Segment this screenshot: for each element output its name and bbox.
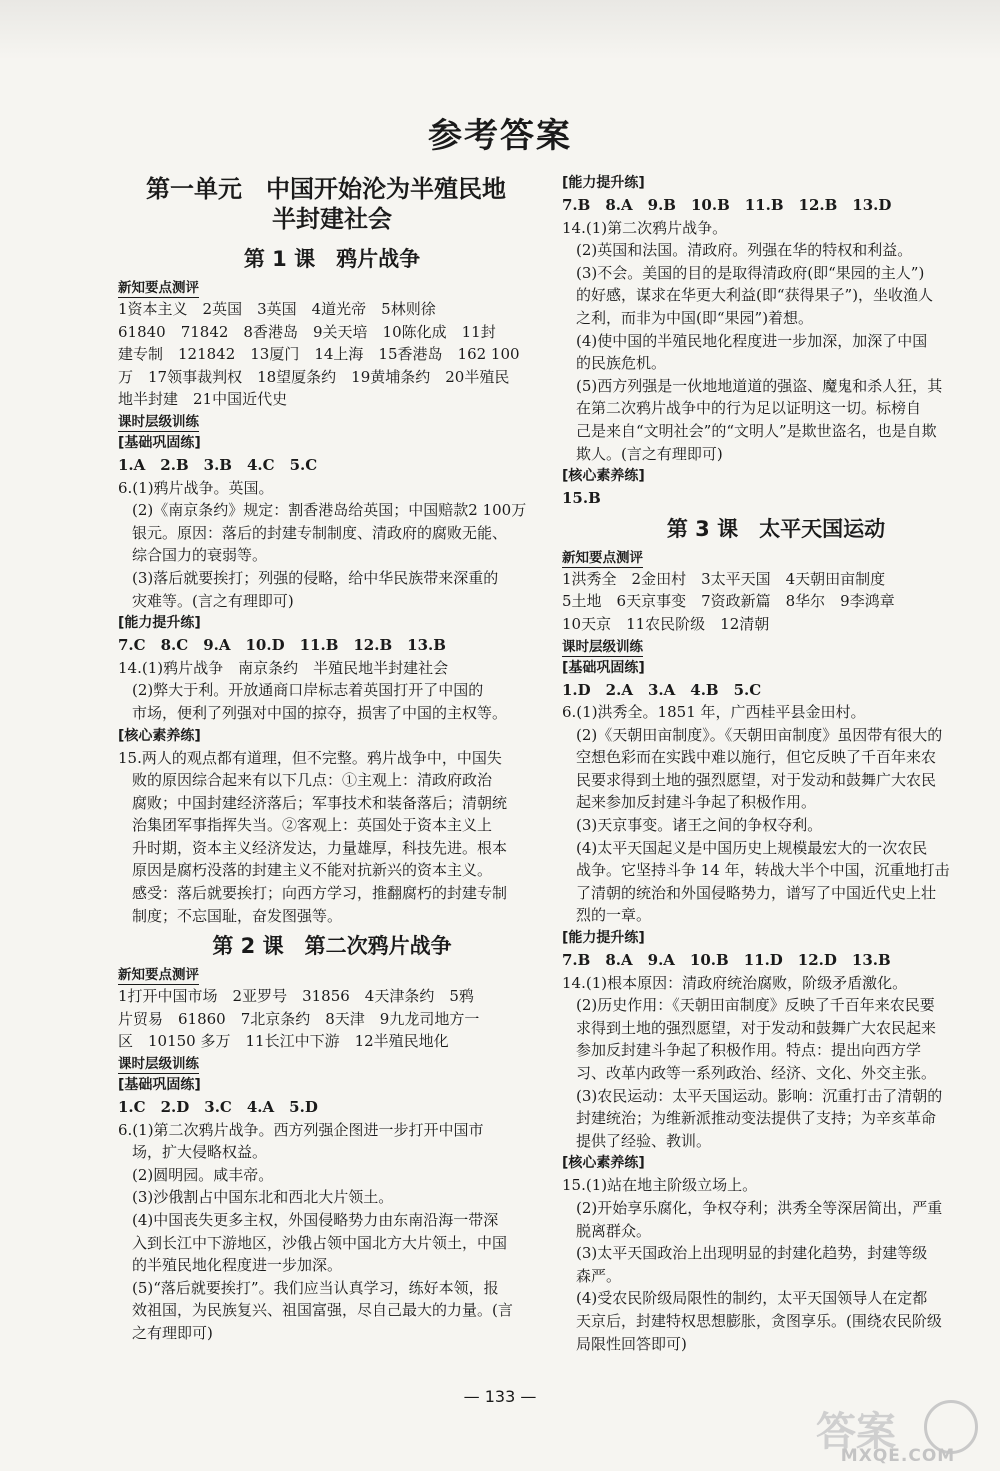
answer-line: (4)太平天国起义是中国历史上规模最宏大的一次农民 <box>576 838 928 857</box>
answer-line: 升时期，资本主义经济发达，力量雄厚，科技先进。根本 <box>132 838 508 857</box>
answer-line: 效祖国，为民族复兴、祖国富强，尽自己最大的力量。(言 <box>132 1301 513 1320</box>
section-heading-text: 课时层级训练 <box>118 413 199 430</box>
answer-line: 腐败；中国封建经济落后；军事技术和装备落后；清朝统 <box>132 793 508 812</box>
answer-line: (2)弊大于利。开放通商口岸标志着英国打开了中国的 <box>132 681 484 700</box>
left-column <box>118 172 546 1345</box>
answer-line: 5土地 6天京事变 7资政新篇 8华尔 9李鸿章 <box>562 592 895 611</box>
subsection-heading: [核心素养练] <box>562 468 645 485</box>
lesson-2-title: 第 2 课 第二次鸦片战争 <box>212 934 452 959</box>
unit-title-line-1: 第一单元 中国开始沦为半殖民地 <box>146 175 506 203</box>
unit-title-line-2: 半封建社会 <box>272 205 392 233</box>
answer-line: 的民族危机。 <box>576 354 667 373</box>
watermark-site: MXQE.COM <box>840 1446 956 1466</box>
question-6-answer <box>118 477 546 613</box>
answer-line: 原因是腐朽没落的封建主义不能对抗新兴的资本主义。 <box>132 861 493 880</box>
answer-line: 市场，便利了列强对中国的掠夺，损害了中国的主权等。 <box>132 703 508 722</box>
subsection-heading: [核心素养练] <box>118 727 201 744</box>
question-6-answer <box>562 701 990 927</box>
answer-line: (5)“落后就要挨打”。我们应当认真学习，练好本领，报 <box>132 1278 499 1297</box>
answer-line: (3)落后就要挨打；列强的侵略，给中华民族带来深重的 <box>132 568 499 587</box>
mc-answers: 15.B <box>562 489 601 508</box>
lesson-1-title: 第 1 课 鸦片战争 <box>243 247 421 271</box>
subsection-heading: [能力提升练] <box>562 175 645 191</box>
answer-line: 在第二次鸦片战争中的行为足以证明这一切。标榜自 <box>576 399 922 418</box>
answer-line: 建专制 121842 13厦门 14上海 15香港岛 162 100 <box>118 345 520 364</box>
section-heading-text: 新知要点测评 <box>562 549 643 566</box>
answer-line: 烈的一章。 <box>576 906 652 925</box>
lesson-3-key-points <box>562 568 990 636</box>
subsection-heading: [基础巩固练] <box>118 1077 201 1094</box>
answer-line: 1洪秀全 2金田村 3太平天国 4天朝田亩制度 <box>562 569 886 588</box>
answer-line: 之有理即可) <box>132 1323 213 1342</box>
answer-line: 己是来自“文明社会”的“文明人”是欺世盗名，也是自欺 <box>576 421 937 440</box>
question-15-answer <box>562 1174 990 1355</box>
lesson-1-key-points <box>118 298 546 411</box>
answer-line: 脱离群众。 <box>576 1221 652 1240</box>
answer-line: 感受：落后就要挨打；向西方学习，推翻腐朽的封建专制 <box>132 884 508 903</box>
unit-title <box>118 174 546 234</box>
answer-line: 局限性回答即可) <box>576 1334 687 1353</box>
answer-line: 14.(1)鸦片战争 南京条约 半殖民地半封建社会 <box>118 658 449 677</box>
answer-line: (4)受农民阶级局限性的制约，太平天国领导人在定都 <box>576 1289 928 1308</box>
answer-line: 治集团军事指挥失当。②客观上：英国处于资本主义上 <box>132 816 493 835</box>
section-heading-text: 新知要点测评 <box>118 967 199 984</box>
mc-answers: 1.A 2.B 3.B 4.C 5.C <box>118 455 318 474</box>
question-14-answer <box>562 972 990 1153</box>
section-heading-text: 课时层级训练 <box>118 1056 199 1073</box>
right-column <box>562 172 990 1355</box>
mc-answers: 1.C 2.D 3.C 4.A 5.D <box>118 1098 318 1117</box>
answer-line: 15.两人的观点都有道理，但不完整。鸦片战争中，中国失 <box>118 748 502 767</box>
mc-answers: 7.B 8.A 9.B 10.B 11.B 12.B 13.D <box>562 196 892 214</box>
answer-line: 61840 71842 8香港岛 9关天培 10陈化成 11封 <box>118 322 496 341</box>
answer-line: 15.(1)站在地主阶级立场上。 <box>562 1176 758 1195</box>
subsection-heading: [能力提升练] <box>562 930 645 947</box>
section-heading <box>118 965 546 985</box>
page-title: 参考答案 <box>428 116 572 156</box>
section-heading <box>562 637 990 657</box>
answer-line: 空想色彩而在实践中难以施行，但它反映了千百年来农 <box>576 748 937 767</box>
answer-line: 片贸易 61860 7北京条约 8天津 9九龙司地方一 <box>118 1009 480 1028</box>
page-top-shadow <box>0 0 1000 60</box>
subsection-heading: [能力提升练] <box>118 615 201 632</box>
mc-answers: 7.C 8.C 9.A 10.D 11.B 12.B 13.B <box>118 636 446 655</box>
question-15-answer <box>118 747 546 928</box>
answer-line: 提供了经验、教训。 <box>576 1131 712 1150</box>
answer-line: (2)圆明园。咸丰帝。 <box>132 1165 274 1184</box>
answer-line: (3)天京事变。诸王之间的争权夺利。 <box>576 816 823 835</box>
answer-line: 求得到土地的强烈愿望，对于发动和鼓舞广大农民起来 <box>576 1018 937 1037</box>
answer-line: 入到长江中下游地区，沙俄占领中国北方大片领土，中国 <box>132 1233 508 1252</box>
answer-line: 14.(1)根本原因：清政府统治腐败，阶级矛盾激化。 <box>562 973 908 992</box>
answer-line: 场，扩大侵略权益。 <box>132 1143 268 1162</box>
answer-line: 战争。它坚持斗争 14 年，转战大半个中国，沉重地打击 <box>576 861 950 880</box>
answer-line: (2)《天朝田亩制度》。《天朝田亩制度》虽因带有很大的 <box>576 725 943 744</box>
answer-line: 封建统治；为维新派推动变法提供了支持；为辛亥革命 <box>576 1109 937 1128</box>
answer-line: (2)英国和法国。清政府。列强在华的特权和利益。 <box>576 241 913 260</box>
question-6-answer <box>118 1119 546 1345</box>
answer-line: 起来参加反封建斗争起了积极作用。 <box>576 793 817 812</box>
answer-line: 习、改革内政等一系列政治、经济、文化、外交主张。 <box>576 1064 937 1082</box>
watermark-logo <box>808 1398 988 1464</box>
answer-line: 之利，而非为中国(即“果园”)着想。 <box>576 308 814 327</box>
answer-line: 民要求得到土地的强烈愿望，对于发动和鼓舞广大农民 <box>576 770 937 789</box>
answer-line: 欺人。(言之有理即可) <box>576 444 723 463</box>
section-heading <box>118 1054 546 1074</box>
answer-line: 的好感，谋求在华更大利益(即“获得果子”)，坐收渔人 <box>576 286 934 305</box>
answer-line: 天京后，封建特权思想膨胀，贪图享乐。(围绕农民阶级 <box>576 1311 942 1330</box>
answer-line: 了清朝的统治和外国侵略势力，谱写了中国近代史上壮 <box>576 883 937 902</box>
mc-answers: 7.B 8.A 9.A 10.B 11.D 12.D 13.B <box>562 951 891 970</box>
answer-line: (4)中国丧失更多主权，外国侵略势力由东南沿海一带深 <box>132 1211 499 1229</box>
page-number: — 133 — <box>463 1387 537 1406</box>
answer-line: 10天京 11农民阶级 12清朝 <box>562 614 770 633</box>
answer-line: (5)西方列强是一伙地地道道的强盗、魔鬼和杀人狂，其 <box>576 376 943 395</box>
lesson-2-key-points <box>118 985 546 1053</box>
answer-line: 综合国力的衰弱等。 <box>132 546 268 565</box>
answer-line: 区 10150 多万 11长江中下游 12半殖民地化 <box>118 1032 449 1051</box>
question-14-answer <box>562 217 990 466</box>
answer-line: 1打开中国市场 2亚罗号 31856 4天津条约 5鸦 <box>118 987 474 1006</box>
answer-line: (2)开始享乐腐化，争权夺利；洪秀全等深居简出，严重 <box>576 1198 943 1217</box>
answer-line: 万 17领事裁判权 18望厦条约 19黄埔条约 20半殖民 <box>118 367 510 386</box>
answer-line: 银元。原因：落后的封建专制制度、清政府的腐败无能、 <box>132 523 508 542</box>
question-14-answer <box>118 657 546 725</box>
answer-line: 6.(1)鸦片战争。英国。 <box>118 478 274 497</box>
answer-line: 14.(1)第二次鸦片战争。 <box>562 218 728 237</box>
answer-line: 6.(1)洪秀全。1851 年，广西桂平县金田村。 <box>562 703 866 722</box>
watermark-chars: 答案 <box>816 1409 896 1455</box>
answer-line: 地半封建 21中国近代史 <box>118 390 288 409</box>
subsection-heading: [基础巩固练] <box>118 434 201 451</box>
answer-line: (4)使中国的半殖民地化程度进一步加深，加深了中国 <box>576 331 928 350</box>
section-heading-text: 课时层级训练 <box>562 638 643 655</box>
answer-line: (3)农民运动：太平天国运动。影响：沉重打击了清朝的 <box>576 1086 943 1105</box>
answer-line: 的半殖民地化程度进一步加深。 <box>132 1256 343 1275</box>
answer-line: 败的原因综合起来有以下几点：①主观上：清政府政治 <box>132 771 493 790</box>
answer-line: (3)太平天国政治上出现明显的封建化趋势，封建等级 <box>576 1244 928 1263</box>
answer-line: (3)不会。美国的目的是取得清政府(即“果园的主人”) <box>576 263 925 282</box>
section-heading <box>118 278 546 298</box>
lesson-3-title: 第 3 课 太平天国运动 <box>666 516 886 541</box>
subsection-heading: [核心素养练] <box>562 1155 645 1172</box>
section-heading-text: 新知要点测评 <box>118 280 199 296</box>
mc-answers: 1.D 2.A 3.A 4.B 5.C <box>562 680 762 699</box>
answer-line: 1资本主义 2英国 3英国 4道光帝 5林则徐 <box>118 300 436 318</box>
answer-line: (2)《南京条约》规定：割香港岛给英国；中国赔款2 100万 <box>132 501 527 520</box>
answer-line: (3)沙俄割占中国东北和西北大片领土。 <box>132 1188 394 1207</box>
section-heading <box>118 412 546 432</box>
subsection-heading: [基础巩固练] <box>562 659 645 676</box>
answer-line: 灾难等。(言之有理即可) <box>132 591 294 610</box>
answer-line: 制度；不忘国耻，奋发图强等。 <box>132 906 343 925</box>
answer-line: 参加反封建斗争起了积极作用。特点：提出向西方学 <box>576 1041 922 1060</box>
section-heading <box>562 548 990 568</box>
answer-line: 6.(1)第二次鸦片战争。西方列强企图进一步打开中国市 <box>118 1120 484 1139</box>
answer-line: (2)历史作用：《天朝田亩制度》反映了千百年来农民要 <box>576 996 935 1015</box>
answer-line: 森严。 <box>576 1266 622 1285</box>
